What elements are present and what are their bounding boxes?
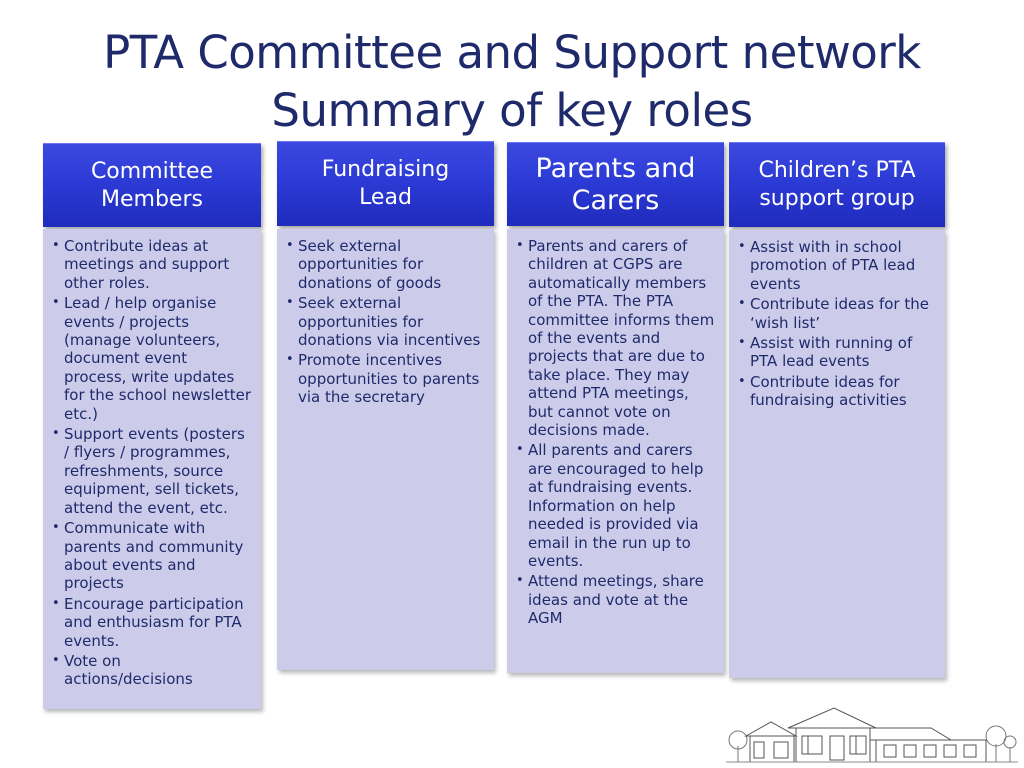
list-item: • Assist with in school promotion of PTA lead events (737, 238, 937, 293)
role-list (737, 238, 937, 410)
list-item: • Communicate with parents and community about events and projects (51, 519, 253, 593)
list-item: • Support events (posters / flyers / programmes, refreshments, source equipment, sell tickets, attend the event, etc. (51, 425, 253, 517)
column-body (507, 229, 724, 673)
role-list (51, 237, 253, 689)
list-item: • Promote incentives opportunities to parents via the secretary (285, 351, 486, 406)
heading-line-2: Members (101, 186, 203, 212)
heading-line-1: Parents and (535, 152, 696, 184)
role-list (515, 237, 716, 628)
column-body (729, 230, 945, 678)
list-item: • Encourage participation and enthusiasm for PTA events. (51, 595, 253, 650)
column-body (43, 229, 261, 709)
list-item: • Seek external opportunities for donations via incentives (285, 294, 486, 349)
list-item: • Contribute ideas for fundraising activities (737, 373, 937, 410)
column-heading (277, 141, 494, 226)
column-heading (507, 142, 724, 226)
list-item: • Parents and carers of children at CGPS are automatically members of the PTA. The PTA committee informs them of the events and projects that are due to take place. They may attend PTA meetings, but cannot vote on decisions made. (515, 237, 716, 439)
heading-line-2: Lead (359, 185, 412, 210)
heading-line-2: support group (759, 186, 915, 211)
heading-line-2: Carers (571, 184, 660, 216)
list-item: • Vote on actions/decisions (51, 652, 253, 689)
list-item: • All parents and carers are encouraged to help at fundraising events. Information on help needed is provided via email in the run up to events. (515, 441, 716, 570)
list-item: • Contribute ideas for the ‘wish list’ (737, 295, 937, 332)
school-building-sketch-icon (726, 706, 1018, 764)
heading-line-1: Committee (90, 158, 214, 184)
column-heading (729, 142, 945, 227)
list-item: • Contribute ideas at meetings and support other roles. (51, 237, 253, 292)
title-line-1: PTA Committee and Support network (103, 26, 921, 79)
list-item: • Assist with running of PTA lead events (737, 334, 937, 371)
column-body (277, 229, 494, 670)
slide-title (0, 24, 1024, 140)
title-line-2: Summary of key roles (271, 84, 753, 137)
heading-line-1: Fundraising (321, 157, 450, 182)
list-item: • Attend meetings, share ideas and vote at the AGM (515, 572, 716, 627)
list-item: • Seek external opportunities for donations of goods (285, 237, 486, 292)
list-item: • Lead / help organise events / projects (manage volunteers, document event process, write updates for the school newsletter etc.) (51, 294, 253, 423)
heading-line-1: Children’s PTA (758, 158, 916, 183)
role-list (285, 237, 486, 407)
column-heading (43, 143, 261, 227)
